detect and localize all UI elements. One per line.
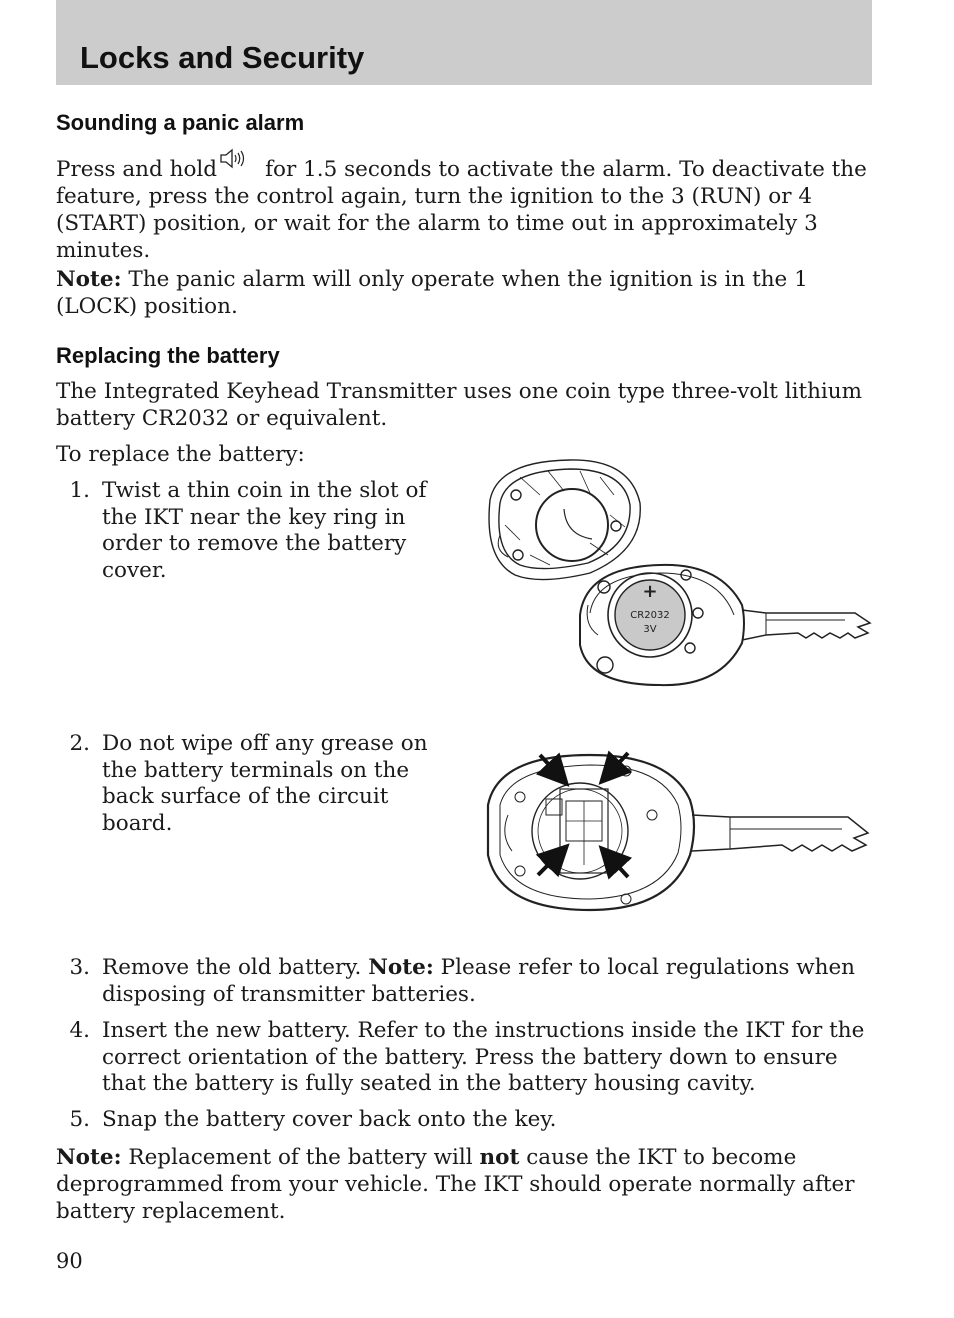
- final-note: [56, 1144, 876, 1225]
- note-label: Note:: [368, 955, 434, 980]
- battery-intro: The Integrated Keyhead Transmitter uses one coin type three-volt lithium battery CR2032 or equivalent.: [56, 379, 863, 431]
- panic-text-pre: Press and hold: [56, 157, 218, 182]
- page-title: Locks and Security: [80, 40, 365, 75]
- to-replace-label: To replace the battery:: [56, 442, 305, 467]
- step-text: Please refer to local regulations when disposing of transmitter batteries.: [102, 955, 856, 1007]
- step-number: 3.: [69, 955, 90, 980]
- panic-note-text: The panic alarm will only operate when the ignition is in the 1 (LOCK) position.: [56, 267, 808, 319]
- step-text: Snap the battery cover back onto the key.: [102, 1107, 557, 1132]
- final-note-text: cause the IKT to become deprogrammed from your vehicle. The IKT should operate normally after battery replacement.: [56, 1145, 855, 1224]
- panic-note: [56, 266, 876, 320]
- step-5: [56, 1107, 876, 1134]
- header-bar: [56, 0, 872, 85]
- step-1: [56, 478, 446, 584]
- replacing-battery-heading: Replacing the battery: [56, 343, 280, 368]
- coin-plus-sign: +: [642, 581, 658, 602]
- panic-text-post: for 1.5 seconds to activate the alarm. To deactivate the feature, press the control again, turn the ignition to the 3 (RUN) or 4 (START) position, or wait for the alarm to time out in approximately 3 minutes.: [56, 157, 867, 263]
- page-number: 90: [56, 1249, 83, 1273]
- panic-alarm-paragraph: [56, 148, 876, 264]
- illustration-battery-terminals: [480, 745, 880, 924]
- step-number: 2.: [69, 731, 90, 756]
- note-label: Note:: [56, 267, 122, 292]
- final-note-emphasis: not: [479, 1145, 520, 1170]
- horn-panic-icon: [219, 148, 251, 177]
- step-4: [56, 1018, 876, 1098]
- step-text: Do not wipe off any grease on the battery terminals on the back surface of the circuit board.: [102, 731, 428, 836]
- step-number: 1.: [69, 478, 90, 503]
- coin-voltage-label: 3V: [643, 624, 657, 635]
- coin-model-label: CR2032: [630, 610, 670, 621]
- step-3: [56, 955, 876, 1008]
- step-text: Insert the new battery. Refer to the instructions inside the IKT for the correct orientation of the battery. Press the battery down to ensure that the battery is fully seated in the battery housing cavity.: [102, 1018, 865, 1096]
- step-text: Remove the old battery.: [102, 955, 362, 980]
- panic-alarm-heading: Sounding a panic alarm: [56, 110, 305, 135]
- step-2: [56, 731, 446, 837]
- step-text: Twist a thin coin in the slot of the IKT near the key ring in order to remove the battery cover.: [102, 478, 427, 583]
- illustration-open-key: [480, 455, 880, 699]
- final-note-text: Replacement of the battery will: [128, 1145, 473, 1170]
- step-number: 5.: [69, 1107, 90, 1132]
- note-label: Note:: [56, 1145, 122, 1170]
- step-number: 4.: [69, 1018, 90, 1043]
